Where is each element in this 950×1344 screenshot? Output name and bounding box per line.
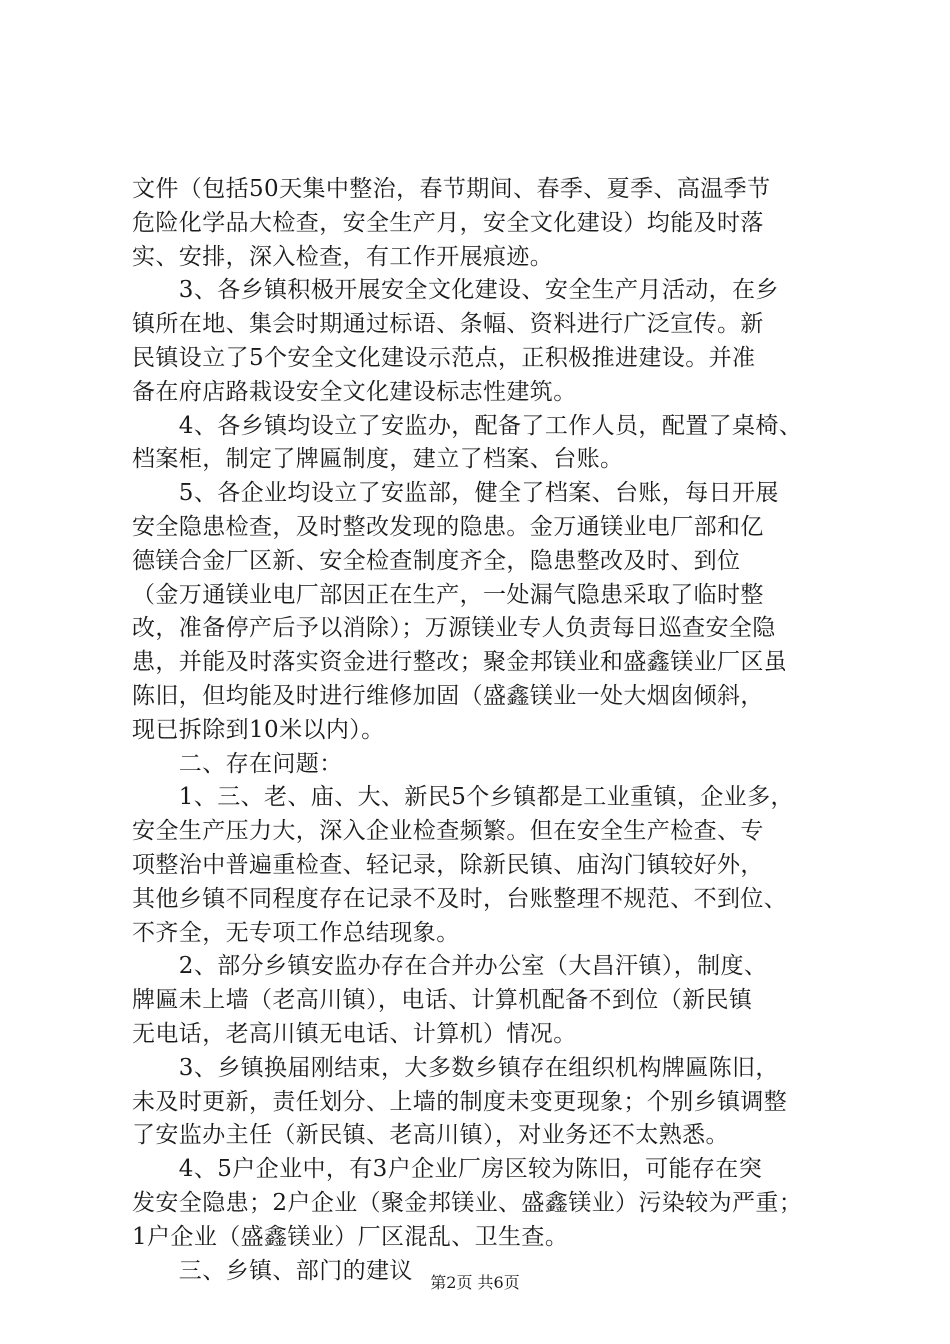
text-line: 4、各乡镇均设立了安监办，配备了工作人员，配置了桌椅、 [132,412,803,439]
text-line: 5、各企业均设立了安监部，健全了档案、台账，每日开展 [132,480,779,507]
text-line: 患，并能及时落实资金进行整改；聚金邦镁业和盛鑫镁业厂区虽 [132,649,788,676]
text-line: 三、乡镇、部门的建议 [132,1257,413,1284]
text-line: 危险化学品大检查，安全生产月，安全文化建设）均能及时落 [132,209,764,236]
text-line: 2、部分乡镇安监办存在合并办公室（大昌汗镇），制度、 [132,953,768,980]
text-line: 1户企业（盛鑫镁业）厂区混乱、卫生查。 [132,1223,569,1250]
text-line: 陈旧，但均能及时进行维修加固（盛鑫镁业一处大烟囱倾斜， [132,682,764,709]
text-line: 安全隐患检查，及时整改发现的隐患。金万通镁业电厂部和亿 [132,513,764,540]
text-line: 无电话，老高川镇无电话、计算机）情况。 [132,1020,577,1047]
text-line: 二、存在问题： [132,750,343,777]
document-body [132,173,857,1288]
text-line: 3、各乡镇积极开展安全文化建设、安全生产月活动，在乡 [132,277,779,304]
text-line: 1、三、老、庙、大、新民5个乡镇都是工业重镇，企业多， [132,784,794,811]
text-line: 档案柜，制定了牌匾制度，建立了档案、台账。 [132,446,624,473]
text-line: 牌匾未上墙（老高川镇），电话、计算机配备不到位（新民镇 [132,987,753,1014]
text-line: 文件（包括50天集中整治，春节期间、春季、夏季、高温季节 [132,176,771,202]
text-line: 现已拆除到10米以内）。 [132,716,385,743]
text-line: （金万通镁业电厂部因正在生产，一处漏气隐患采取了临时整 [132,581,764,608]
text-line: 备在府店路栽设安全文化建设标志性建筑。 [132,378,577,405]
page-footer: 第2页 共6页 [430,1273,520,1292]
text-line: 安全生产压力大，深入企业检查频繁。但在安全生产检查、专 [132,818,764,845]
text-line: 改，准备停产后予以消除）；万源镁业专人负责每日巡查安全隐 [132,615,776,642]
text-line: 实、安排，深入检查，有工作开展痕迹。 [132,243,554,270]
text-line: 未及时更新，责任划分、上墙的制度未变更现象；个别乡镇调整 [132,1088,788,1115]
text-line: 德镁合金厂区新、安全检查制度齐全，隐患整改及时、到位 [132,547,741,574]
text-line: 镇所在地、集会时期通过标语、条幅、资料进行广泛宣传。新 [132,311,764,338]
text-line: 3、乡镇换届刚结束，大多数乡镇存在组织机构牌匾陈旧， [132,1054,779,1081]
text-line: 项整治中普遍重检查、轻记录，除新民镇、庙沟门镇较好外， [132,851,764,878]
text-line: 发安全隐患；2户企业（聚金邦镁业、盛鑫镁业）污染较为严重； [132,1189,803,1216]
text-line: 不齐全，无专项工作总结现象。 [132,919,460,946]
text-line: 了安监办主任（新民镇、老高川镇），对业务还不太熟悉。 [132,1122,729,1149]
text-line: 民镇设立了5个安全文化建设示范点，正积极推进建设。并准 [132,344,756,371]
text-line: 4、5户企业中，有3户企业厂房区较为陈旧，可能存在突 [132,1156,763,1183]
text-line: 其他乡镇不同程度存在记录不及时，台账整理不规范、不到位、 [132,885,788,912]
